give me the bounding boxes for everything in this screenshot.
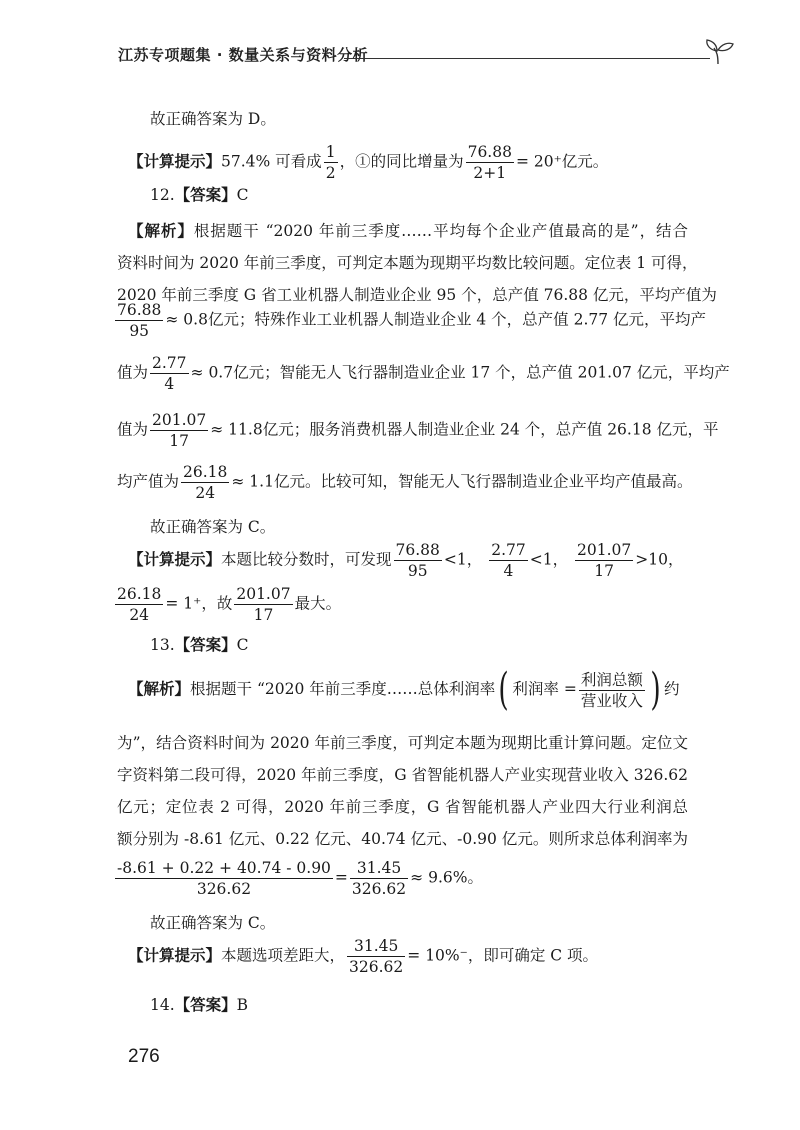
fraction xyxy=(350,858,408,899)
hint-text: 57.4% 可看成 xyxy=(221,152,322,171)
calc-hint-tag: 【计算提示】 xyxy=(128,152,222,171)
answer-tag: 【答案】 xyxy=(174,636,237,654)
denominator: 326.62 xyxy=(349,958,404,976)
analysis-12-line-4 xyxy=(113,300,706,341)
fraction xyxy=(115,300,163,341)
calc-hint-11 xyxy=(128,142,608,183)
denominator: 326.62 xyxy=(196,880,252,898)
numerator: 76.88 xyxy=(395,541,440,559)
numerator: 76.88 xyxy=(467,143,512,161)
fraction xyxy=(150,410,208,451)
analysis-text: ≈ 0.8亿元；特殊作业工业机器人制造业企业 4 个，总产值 2.77 亿元，平均产 xyxy=(165,310,707,329)
denominator: 2+1 xyxy=(473,164,507,182)
denominator: 4 xyxy=(503,562,514,580)
question-number: 12. xyxy=(150,186,175,204)
analysis-12-line-1 xyxy=(128,220,688,242)
hint-text: = 20⁺亿元。 xyxy=(515,152,609,171)
hint-text: ，①的同比增量为 xyxy=(339,152,464,171)
analysis-13-line-1 xyxy=(128,664,680,715)
analysis-text: 值为 xyxy=(117,420,149,439)
numerator: 利润总额 xyxy=(580,670,643,689)
fraction xyxy=(394,540,442,581)
analysis-12-line-5 xyxy=(117,353,730,394)
answer-value: C xyxy=(236,636,249,654)
numerator: 31.45 xyxy=(350,858,408,879)
fraction xyxy=(115,584,163,625)
analysis-text: 约 xyxy=(664,680,680,698)
numerator: 76.88 xyxy=(117,301,162,319)
numerator: 1 xyxy=(325,143,336,161)
analysis-text: 均产值为 xyxy=(117,472,180,491)
header-title: 江苏专项题集 · 数量关系与资料分析 xyxy=(118,46,369,64)
denominator: 326.62 xyxy=(351,880,407,898)
hint-text: <1， xyxy=(529,550,569,569)
analysis-text: ≈ 11.8亿元；服务消费机器人制造业企业 24 个，总产值 26.18 亿元，平 xyxy=(210,420,719,439)
calc-hint-13 xyxy=(128,936,598,977)
hint-text: 本题选项差距大， xyxy=(221,946,346,965)
analysis-12-line-3: 2020 年前三季度 G 省工业机器人制造业企业 95 个，总产值 76.88 亿元，平均产值为 xyxy=(117,286,717,304)
answer-conclusion-13: 故正确答案为 C。 xyxy=(150,914,276,932)
hint-text: >10， xyxy=(635,550,684,569)
fraction xyxy=(575,540,633,581)
analysis-text: ≈ 9.6%。 xyxy=(410,868,483,887)
denominator: 营业收入 xyxy=(580,691,643,710)
answer-tag: 【答案】 xyxy=(174,186,237,204)
analysis-text: 根据题干 “2020 年前三季度……总体利润率 xyxy=(190,680,496,698)
analysis-text: 根据题干 “2020 年前三季度……平均每个企业产值最高的是”，结合 xyxy=(193,222,688,240)
fraction xyxy=(150,353,189,394)
hint-text: <1， xyxy=(443,550,483,569)
analysis-tag: 【解析】 xyxy=(128,680,191,698)
analysis-12-line-7 xyxy=(117,462,692,503)
fraction xyxy=(466,142,514,183)
analysis-text: 值为 xyxy=(117,363,149,382)
denominator: 4 xyxy=(164,375,175,393)
denominator: 17 xyxy=(253,606,274,624)
analysis-text: ≈ 0.7亿元；智能无人飞行器制造业企业 17 个，总产值 201.07 亿元，平均产 xyxy=(190,363,730,382)
running-header xyxy=(118,36,728,66)
hint-text: = 10%⁻，即可确定 C 项。 xyxy=(407,946,599,965)
answer-value: C xyxy=(236,186,249,204)
analysis-tag: 【解析】 xyxy=(128,222,194,240)
calc-hint-tag: 【计算提示】 xyxy=(128,946,222,965)
analysis-13-line-5: 额分别为 -8.61 亿元、0.22 亿元、40.74 亿元、-0.90 亿元。则所求总体利润率为 xyxy=(117,830,688,848)
page-number: 276 xyxy=(128,1046,160,1067)
numerator: -8.61 + 0.22 + 40.74 - 0.90 xyxy=(117,859,331,877)
hint-text: 本题比较分数时，可发现 xyxy=(221,550,392,569)
numerator: 31.45 xyxy=(347,936,405,957)
equals-sign: = xyxy=(334,868,348,887)
denominator: 24 xyxy=(195,484,216,502)
left-paren: ( xyxy=(498,664,509,715)
analysis-13-line-2: 为”，结合资料时间为 2020 年前三季度，可判定本题为现期比重计算问题。定位文 xyxy=(117,734,688,752)
denominator: 95 xyxy=(129,322,150,340)
hint-text: 最大。 xyxy=(294,594,342,613)
numerator: 2.77 xyxy=(491,541,526,559)
answer-value: B xyxy=(236,996,249,1014)
analysis-12-line-6 xyxy=(117,410,719,451)
denominator: 24 xyxy=(129,606,150,624)
calc-hint-tag: 【计算提示】 xyxy=(128,550,222,569)
fraction xyxy=(324,142,338,183)
denominator: 17 xyxy=(594,562,614,580)
answer-tag: 【答案】 xyxy=(174,996,237,1014)
answer-conclusion-11: 故正确答案为 D。 xyxy=(150,110,276,128)
calc-hint-12-line-1 xyxy=(128,540,683,581)
analysis-text: 利润率 = xyxy=(512,680,577,698)
numerator: 26.18 xyxy=(183,463,228,481)
analysis-13-equation xyxy=(113,858,483,899)
analysis-text: ≈ 1.1亿元。比较可知，智能无人飞行器制造业企业平均产值最高。 xyxy=(231,472,693,491)
answer-heading-13 xyxy=(150,634,249,656)
fraction xyxy=(234,584,292,625)
answer-heading-12 xyxy=(150,184,249,206)
fraction xyxy=(181,462,229,503)
numerator: 201.07 xyxy=(152,411,207,429)
denominator: 17 xyxy=(169,432,189,450)
analysis-13-line-4: 亿元；定位表 2 可得，2020 年前三季度，G 省智能机器人产业四大行业利润总 xyxy=(117,798,688,816)
calc-hint-12-line-2 xyxy=(113,584,341,625)
fraction xyxy=(579,670,645,711)
numerator: 26.18 xyxy=(117,585,162,603)
numerator: 2.77 xyxy=(152,354,187,372)
fraction xyxy=(489,540,528,581)
sprout-icon xyxy=(704,36,736,66)
right-paren: ) xyxy=(650,664,661,715)
numerator: 201.07 xyxy=(236,585,291,603)
header-rule xyxy=(344,58,710,59)
question-number: 14. xyxy=(150,996,175,1014)
denominator: 95 xyxy=(407,562,428,580)
hint-text: = 1⁺，故 xyxy=(165,594,233,613)
analysis-13-line-3: 字资料第二段可得，2020 年前三季度，G 省智能机器人产业实现营业收入 326.62 xyxy=(117,766,688,784)
fraction xyxy=(347,936,405,977)
fraction xyxy=(115,858,333,899)
question-number: 13. xyxy=(150,636,175,654)
numerator: 201.07 xyxy=(577,541,632,559)
denominator: 2 xyxy=(325,164,336,182)
analysis-12-line-2: 资料时间为 2020 年前三季度，可判定本题为现期平均数比较问题。定位表 1 可得， xyxy=(117,254,698,272)
answer-heading-14 xyxy=(150,994,248,1016)
answer-conclusion-12: 故正确答案为 C。 xyxy=(150,518,276,536)
